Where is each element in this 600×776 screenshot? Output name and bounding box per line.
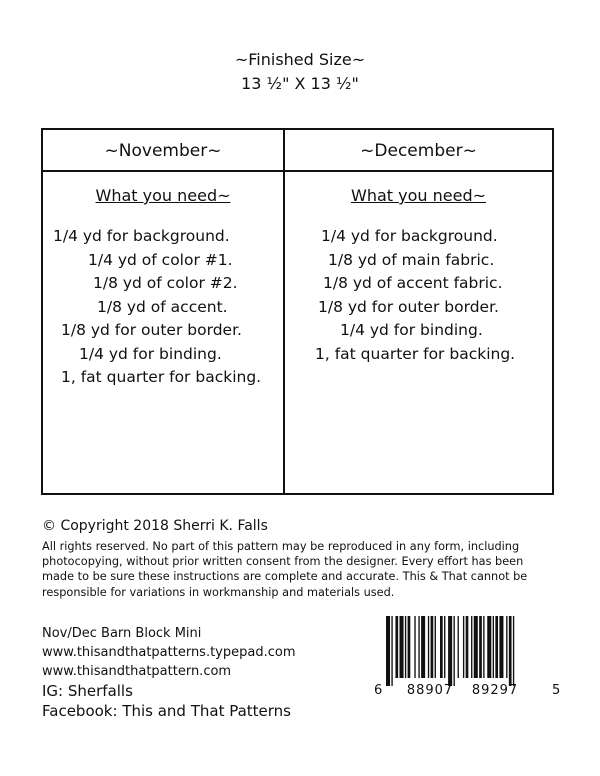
rights-line: responsible for variations in workmanship and materials used.: [42, 585, 395, 599]
november-column: [43, 130, 283, 493]
barcode-bar: [395, 616, 398, 678]
finished-size-title: ~Finished Size~: [234, 50, 366, 69]
list-item: 1/8 yd for outer border.: [318, 297, 499, 316]
rights-line: photocopying, without prior written consent from the designer. Every effort has been: [42, 555, 524, 569]
december-materials-list: [285, 225, 552, 366]
barcode-bar: [474, 616, 478, 678]
barcode-bar: [499, 616, 503, 678]
list-item: 1/4 yd for binding.: [79, 344, 222, 363]
barcode-bar: [466, 616, 469, 678]
instagram-handle: IG: Sherfalls: [42, 682, 133, 700]
list-item: 1, fat quarter for backing.: [61, 368, 262, 386]
pattern-name: Nov/Dec Barn Block Mini: [42, 626, 202, 641]
list-item: 1, fat quarter for backing.: [315, 344, 516, 363]
list-item: 1/8 yd for outer border.: [61, 321, 242, 339]
barcode-bar: [487, 616, 491, 678]
barcode-bar: [483, 616, 484, 678]
barcode-bar: [448, 616, 452, 686]
barcode-bar: [421, 616, 425, 678]
barcode-digit: 88907: [406, 683, 454, 698]
rights-line: made to be sure these instructions are complete and accurate. This & That cannot be: [42, 570, 528, 584]
november-heading: ~November~: [43, 130, 283, 172]
list-item: 1/4 yd for binding.: [340, 321, 483, 339]
barcode-bar: [400, 616, 404, 678]
barcode-bar: [471, 616, 472, 678]
barcode-bar: [509, 616, 512, 686]
barcode-bar: [506, 616, 507, 678]
rights-line: All rights reserved. No part of this pattern may be reproduced in any form, including: [42, 540, 520, 553]
barcode: [372, 612, 562, 700]
rights-statement: [42, 539, 562, 600]
barcode-bar: [513, 616, 514, 686]
list-item: 1/8 yd of main fabric.: [328, 250, 495, 269]
barcode-bar: [414, 616, 415, 678]
barcode-bar: [435, 616, 436, 678]
barcode-bar: [463, 616, 464, 678]
finished-size-header: [0, 48, 600, 96]
list-item: 1/4 yd for background.: [53, 227, 230, 245]
barcode-bars: [386, 616, 514, 686]
barcode-bar: [386, 616, 390, 686]
barcode-bar: [479, 616, 482, 678]
list-item: 1/4 yd for background.: [321, 227, 498, 245]
november-need-label: What you need~: [95, 186, 231, 205]
copyright-notice: © Copyright 2018 Sherri K. Falls: [42, 518, 268, 534]
barcode-bar: [458, 616, 459, 678]
december-need-label: What you need~: [351, 186, 486, 205]
barcode-bar: [408, 616, 411, 678]
barcode-bar: [391, 616, 392, 686]
list-item: 1/8 yd of accent.: [97, 297, 228, 316]
barcode-bar: [444, 616, 445, 678]
barcode-bar: [454, 616, 455, 686]
requirements-table: [41, 128, 554, 495]
list-item: 1/8 yd of color #2.: [93, 274, 238, 292]
facebook-page: Facebook: This and That Patterns: [42, 702, 292, 720]
list-item: 1/8 yd of accent fabric.: [323, 274, 503, 292]
december-heading: ~December~: [285, 130, 552, 172]
blog-link[interactable]: www.thisandthatpatterns.typepad.com: [42, 645, 296, 660]
barcode-bar: [418, 616, 419, 678]
barcode-bar: [495, 616, 498, 678]
barcode-bar: [431, 616, 434, 678]
pattern-info: [42, 624, 296, 721]
barcode-digit: 6: [374, 683, 383, 698]
barcode-bar: [493, 616, 494, 678]
december-column: [283, 130, 552, 493]
barcode-digit: 5: [552, 683, 561, 698]
finished-size-value: 13 ½" X 13 ½": [241, 74, 359, 93]
barcode-bar: [428, 616, 429, 678]
barcode-bar: [440, 616, 443, 678]
website-link[interactable]: www.thisandthatpattern.com: [42, 664, 232, 679]
november-materials-list: [43, 225, 283, 390]
barcode-digit: 89297: [471, 683, 519, 698]
list-item: 1/4 yd of color #1.: [88, 250, 233, 269]
barcode-bar: [405, 616, 406, 678]
